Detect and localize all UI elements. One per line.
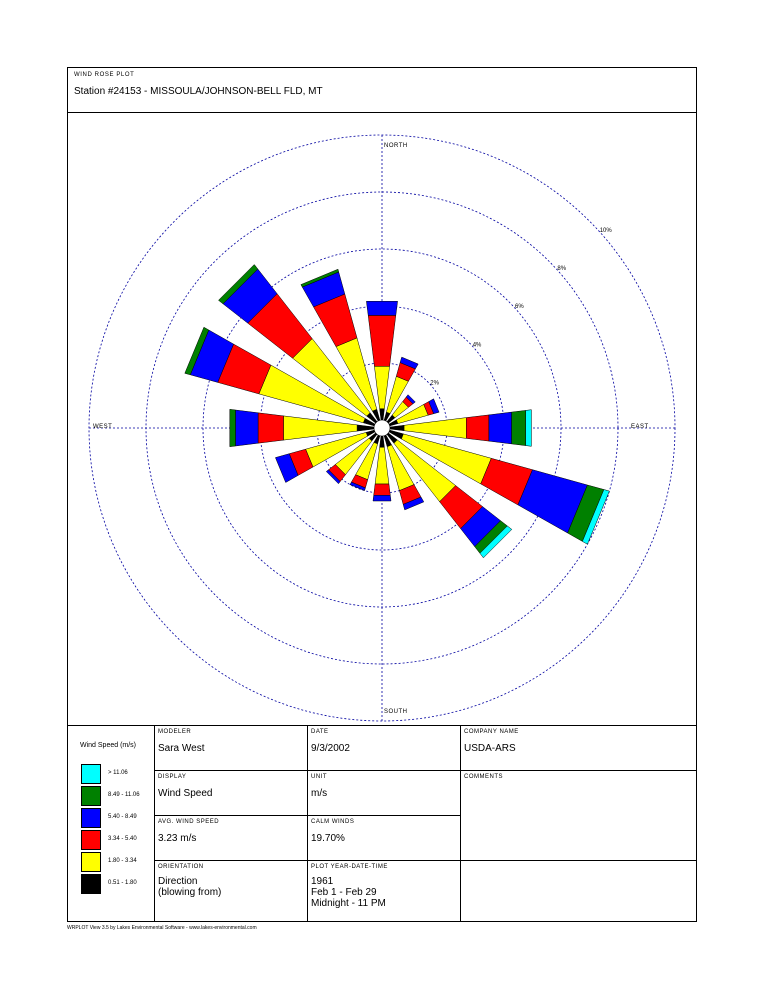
- calm-winds-value: 19.70%: [311, 833, 345, 844]
- calm-winds-label: CALM WINDS: [311, 819, 355, 825]
- legend-swatch: [81, 874, 101, 894]
- legend: [68, 726, 155, 922]
- company-cell: [461, 726, 696, 771]
- legend-label: 1.80 - 3.34: [108, 858, 137, 864]
- calm-circle: [374, 420, 390, 436]
- date-cell: [308, 726, 461, 771]
- direction-label-east: EAST: [631, 424, 649, 430]
- legend-label: 8.49 - 11.06: [108, 792, 140, 798]
- modeler-cell: [155, 726, 308, 771]
- petal-dir90-bin2: [466, 415, 489, 441]
- avg-speed-value: 3.23 m/s: [158, 833, 197, 844]
- company-label: COMPANY NAME: [464, 729, 519, 735]
- plot-time-line-1: 1961: [311, 876, 334, 887]
- petal-dir270-bin2: [258, 413, 283, 443]
- petal-dir90-bin0: [390, 425, 404, 430]
- ring-label-1: 2%: [430, 380, 439, 387]
- petal-dir270-bin1: [284, 416, 358, 440]
- plot-time-cell: [308, 861, 461, 922]
- petal-dir270-bin4: [230, 409, 236, 446]
- petal-dir180-bin2: [374, 484, 391, 495]
- unit-cell: [308, 771, 461, 816]
- wind-rose-sheet: [67, 67, 697, 922]
- calm-winds-cell: [308, 816, 461, 861]
- avg-speed-cell: [155, 816, 308, 861]
- petal-dir180-bin0: [380, 436, 385, 447]
- petal-dir90-bin5: [526, 410, 532, 447]
- legend-swatch: [81, 764, 101, 784]
- comments-cell: [461, 771, 696, 861]
- petal-dir90-bin3: [489, 412, 512, 444]
- legend-swatch: [81, 830, 101, 850]
- petal-dir270-bin3: [236, 410, 259, 446]
- plot-type-label: WIND ROSE PLOT: [74, 72, 135, 78]
- legend-label: 0.51 - 1.80: [108, 880, 137, 886]
- plot-time-line-2: Feb 1 - Feb 29: [311, 887, 377, 898]
- modeler-label: MODELER: [158, 729, 192, 735]
- orientation-label: ORIENTATION: [158, 864, 204, 870]
- comments-label: COMMENTS: [464, 774, 503, 780]
- petal-dir180-bin1: [375, 447, 389, 484]
- legend-label: > 11.06: [108, 770, 128, 776]
- petal-dir0-bin1: [374, 366, 389, 408]
- petal-dir90-bin1: [404, 418, 466, 439]
- ring-label-5: 10%: [599, 227, 612, 234]
- station-title: Station #24153 - MISSOULA/JOHNSON-BELL FLD, MT: [74, 86, 323, 97]
- avg-speed-label: AVG. WIND SPEED: [158, 819, 220, 825]
- petal-dir180-bin3: [373, 495, 391, 501]
- company-value: USDA-ARS: [464, 743, 516, 754]
- wind-rose-chart: [68, 113, 696, 725]
- petal-dir0-bin3: [366, 301, 397, 315]
- empty-cell: [461, 861, 696, 922]
- orientation-cell: [155, 861, 308, 922]
- legend-title: Wind Speed (m/s): [80, 742, 137, 749]
- display-value: Wind Speed: [158, 788, 213, 799]
- unit-value: m/s: [311, 788, 328, 799]
- direction-label-south: SOUTH: [384, 709, 408, 715]
- date-value: 9/3/2002: [311, 743, 350, 754]
- plot-area: [68, 113, 696, 725]
- unit-label: UNIT: [311, 774, 327, 780]
- display-cell: [155, 771, 308, 816]
- direction-label-west: WEST: [93, 424, 113, 430]
- info-panel: [68, 725, 696, 921]
- date-label: DATE: [311, 729, 329, 735]
- petal-dir90-bin4: [512, 410, 526, 445]
- plot-time-label: PLOT YEAR-DATE-TIME: [311, 864, 388, 870]
- direction-label-north: NORTH: [384, 143, 408, 149]
- legend-label: 3.34 - 5.40: [108, 836, 137, 842]
- display-label: DISPLAY: [158, 774, 187, 780]
- orientation-line-2: (blowing from): [158, 887, 222, 898]
- plot-time-line-3: Midnight - 11 PM: [311, 898, 386, 909]
- footer-credit: WRPLOT View 3.5 by Lakes Environmental Software - www.lakes-environmental.com: [67, 925, 257, 931]
- ring-label-3: 6%: [515, 304, 524, 311]
- legend-swatch: [81, 852, 101, 872]
- petal-dir0-bin0: [380, 409, 385, 420]
- legend-swatch: [81, 786, 101, 806]
- petal-dir0-bin2: [368, 315, 396, 366]
- legend-swatch: [81, 808, 101, 828]
- legend-label: 5.40 - 8.49: [108, 814, 137, 820]
- ring-label-2: 4%: [472, 342, 482, 349]
- modeler-value: Sara West: [158, 743, 205, 754]
- petal-dir270-bin0: [357, 425, 374, 431]
- ring-label-4: 8%: [557, 266, 567, 273]
- header: [68, 68, 696, 113]
- orientation-line-1: Direction: [158, 876, 198, 887]
